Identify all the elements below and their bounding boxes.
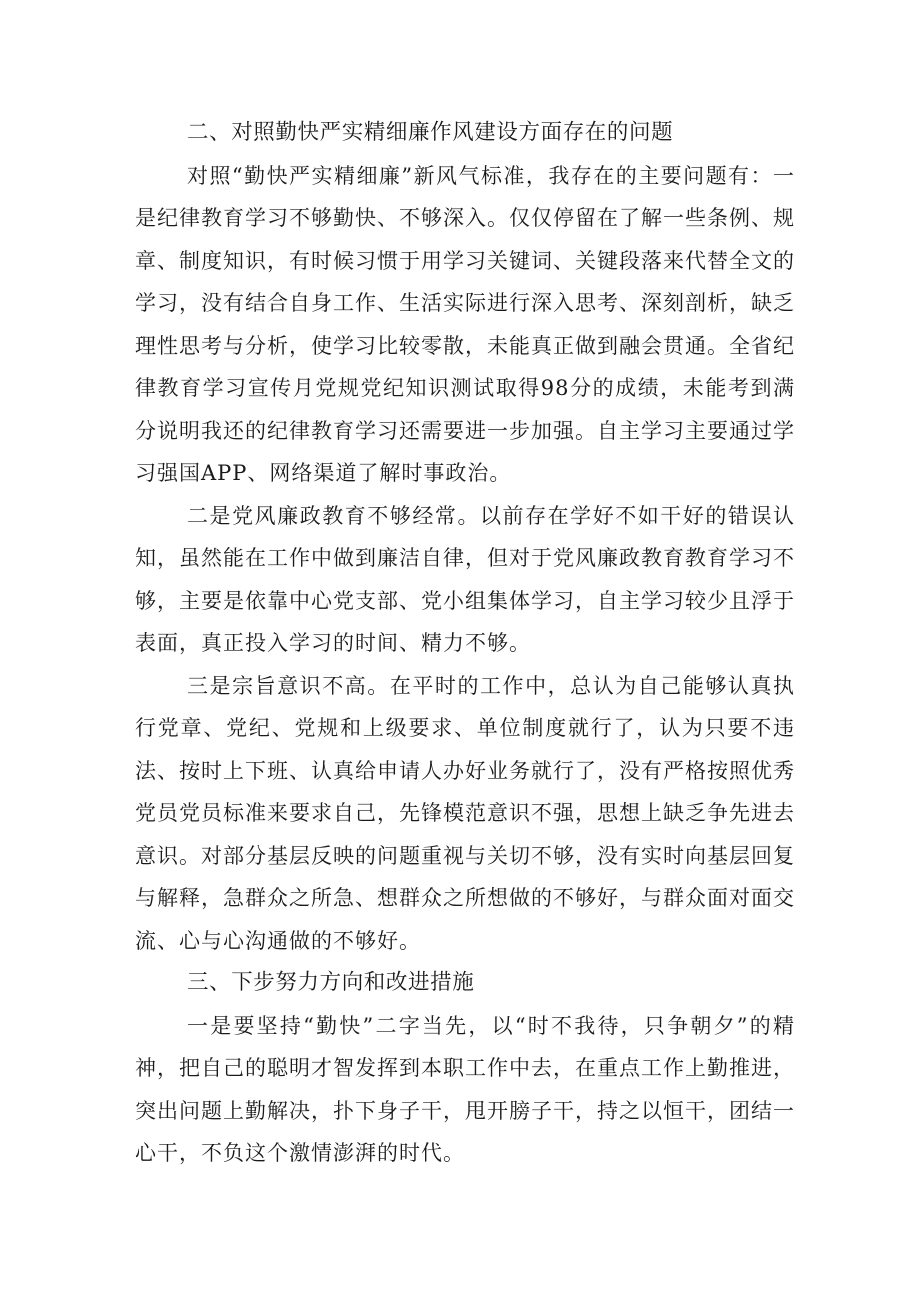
section-3-heading: 三、下步努力方向和改进措施 — [187, 970, 475, 995]
section-2-paragraph-3: 三是宗旨意识不高。在平时的工作中，总认为自己能够认真执行党章、党纪、党规和上级要求、单位制度就行了，认为只要不违法、按时上下班、认真给申请人办好业务就行了，没有严格按照优秀党员党员标准来要求自己，先锋模范意识不强，思想上缺乏争先进去意识。对部分基层反映的问题重视与关切不够，没有实时向基层回复与解释，急群众之所急、想群众之所想做的不够好，与群众面对面交流、心与心沟通做的不够好。 — [135, 673, 795, 953]
section-2-paragraph-2: 二是党风廉政教育不够经常。以前存在学好不如干好的错误认知，虽然能在工作中做到廉洁自律，但对于党风廉政教育教育学习不够，主要是依靠中心党支部、党小组集体学习，自主学习较少且浮于表面，真正投入学习的时间、精力不够。 — [135, 503, 795, 655]
section-2-paragraph-1: 对照“勤快严实精细廉”新风气标准，我存在的主要问题有：一是纪律教育学习不够勤快、不够深入。仅仅停留在了解一些条例、规章、制度知识，有时候习惯于用学习关键词、关键段落来代替全文的学习，没有结合自身工作、生活实际进行深入思考、深刻剖析，缺乏理性思考与分析，使学习比较零散，未能真正做到融会贯通。全省纪律教育学习宣传月党规党纪知识测试取得98分的成绩，未能考到满分说明我还的纪律教育学习还需要进一步加强。自主学习主要通过学习强国APP、网络渠道了解时事政治。 — [135, 163, 795, 485]
section-3-paragraph-1: 一是要坚持“勤快”二字当先，以“时不我待，只争朝夕”的精神，把自己的聪明才智发挥到本职工作中去，在重点工作上勤推进，突出问题上勤解决，扑下身子干，甩开膀子干，持之以恒干，团结一心干，不负这个激情澎湃的时代。 — [135, 1013, 795, 1165]
section-2-heading: 二、对照勤快严实精细廉作风建设方面存在的问题 — [187, 120, 674, 145]
document-body — [135, 112, 795, 1175]
